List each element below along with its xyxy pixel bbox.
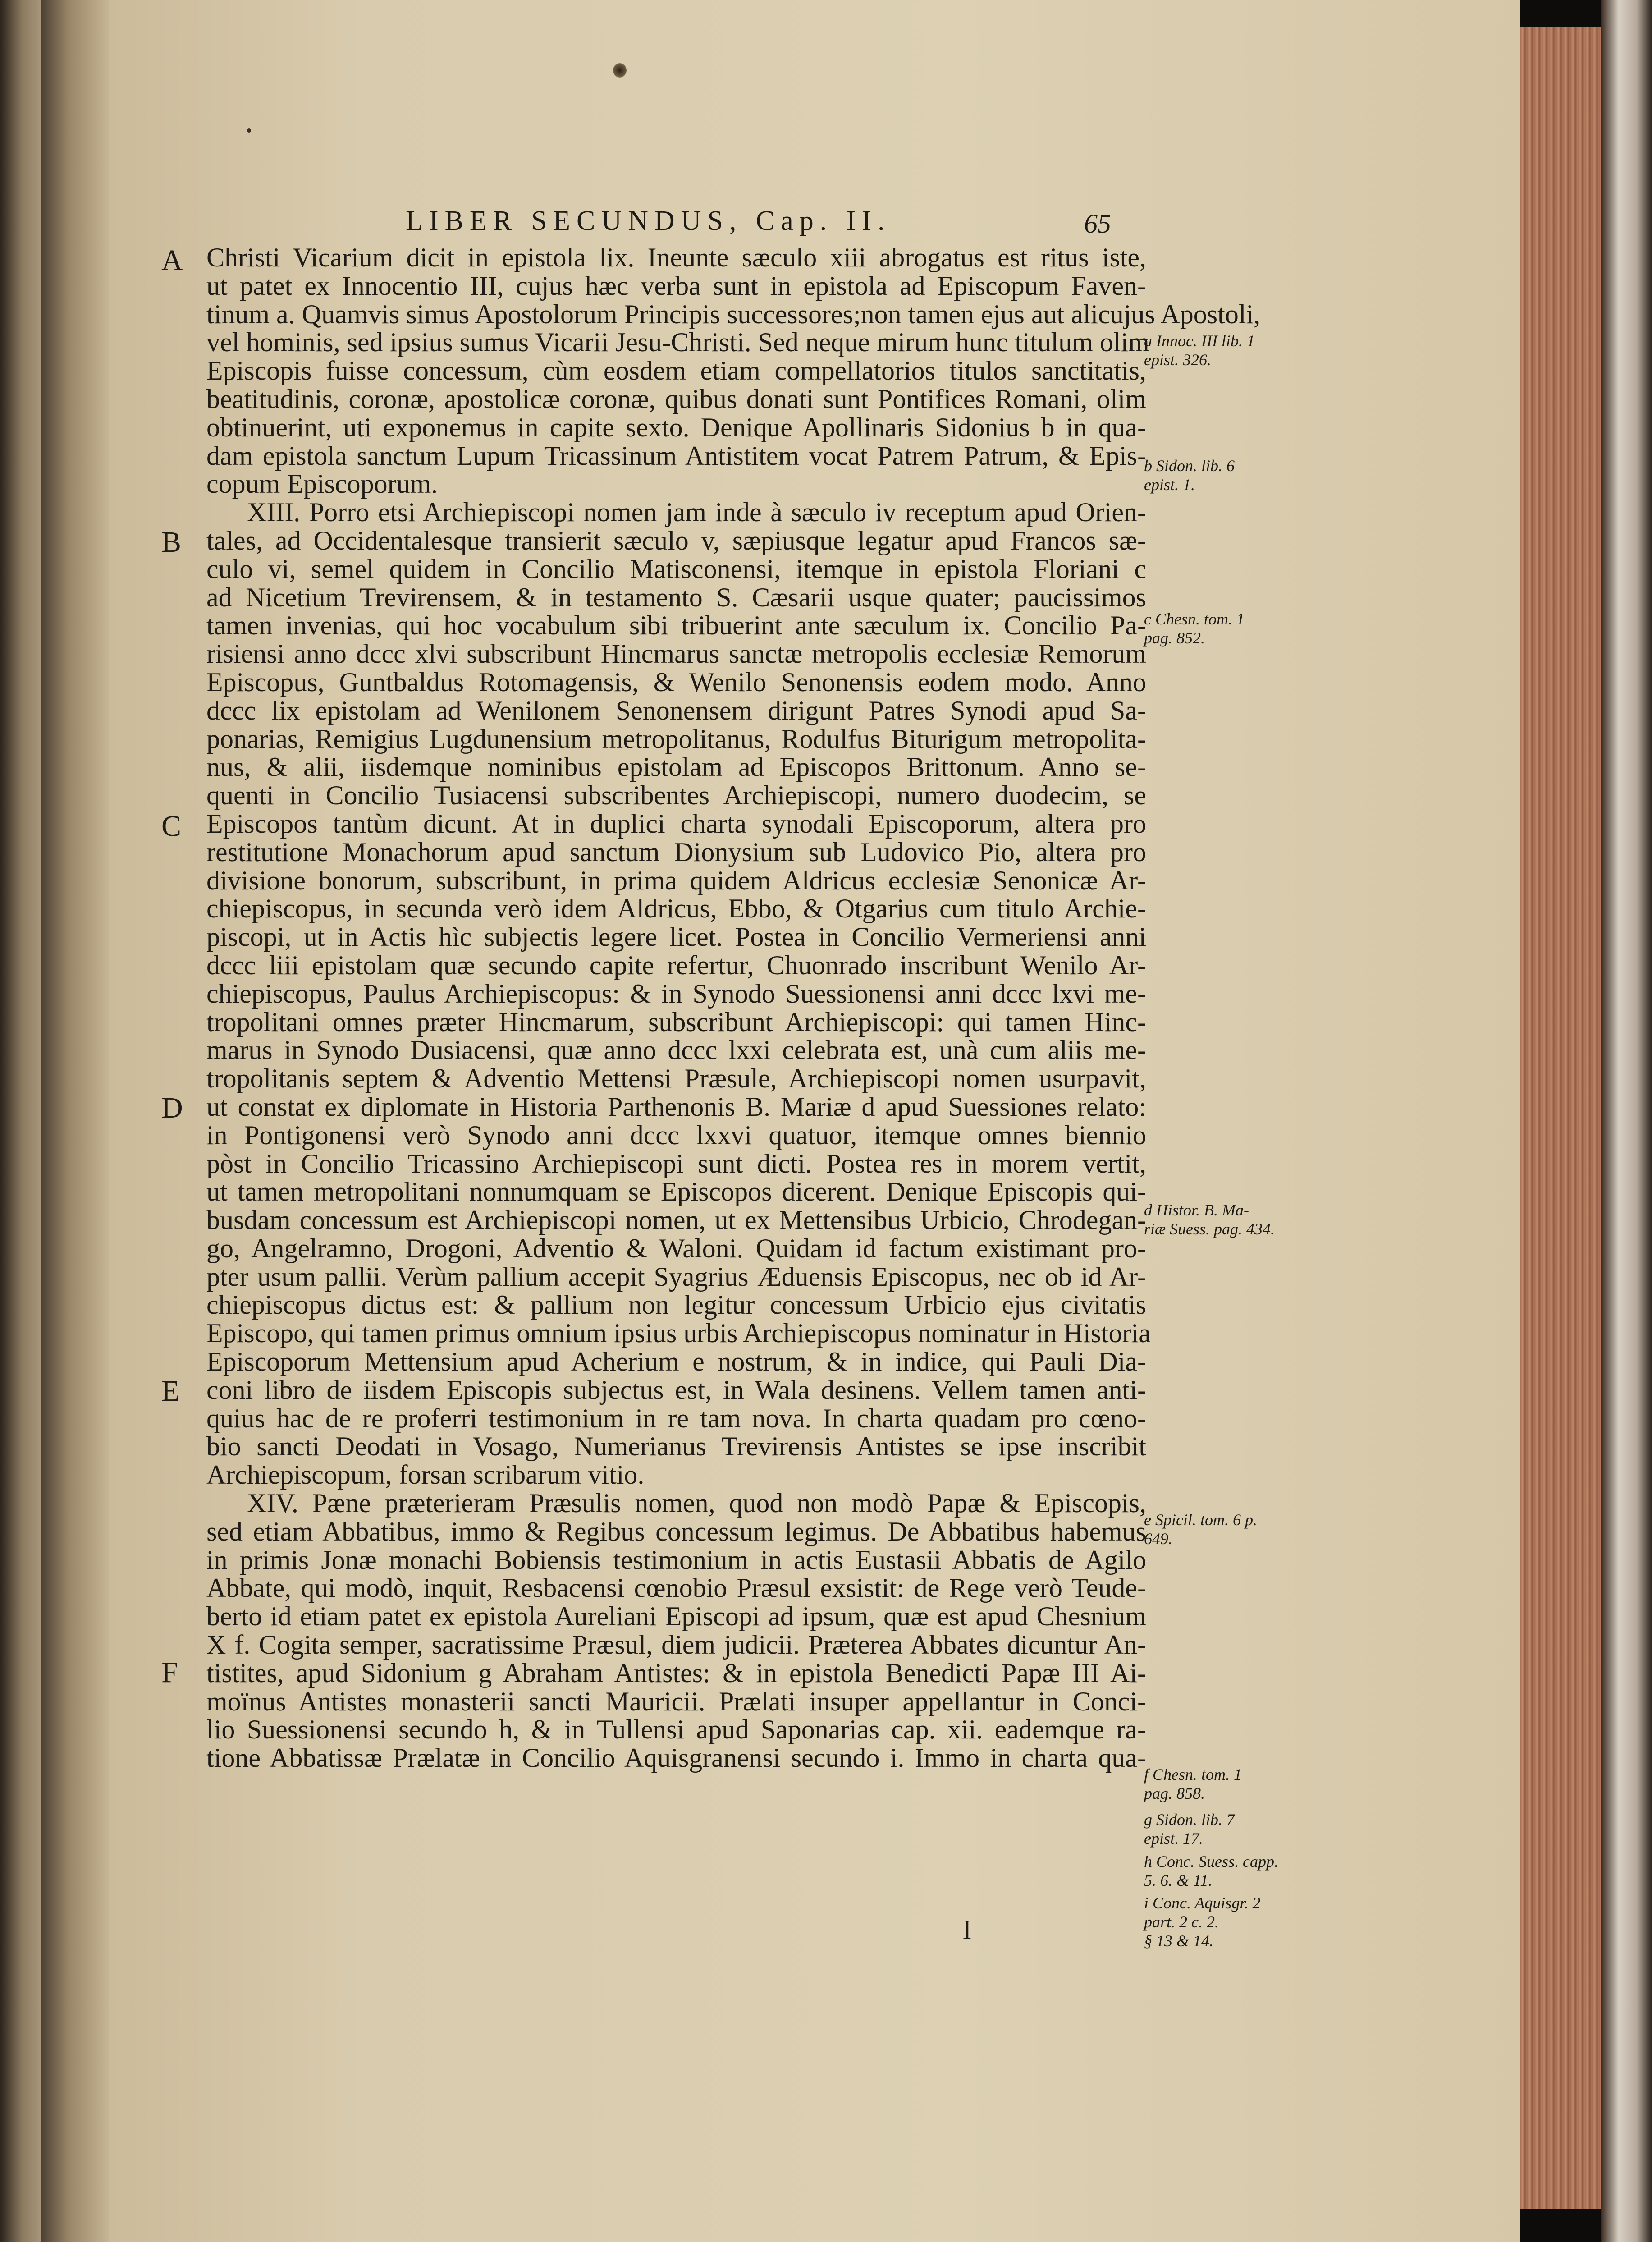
margin-note-g: g Sidon. lib. 7 epist. 17.: [1144, 1811, 1235, 1848]
facing-page-edge: [0, 0, 41, 2242]
text-line: XIV. Pæne præterieram Præsulis nomen, quod non modò Papæ & Episcopis,: [247, 1488, 1146, 1518]
text-line: quius hac de re proferri testimonium in re tam nova. In charta quadam pro cœno-: [206, 1403, 1146, 1433]
ink-dot: [247, 128, 251, 133]
margin-note-b: b Sidon. lib. 6 epist. 1.: [1144, 457, 1235, 494]
text-line: dccc lix epistolam ad Wenilonem Senonensem dirigunt Patres Synodi apud Sa-: [206, 695, 1146, 725]
book-gutter: [41, 0, 109, 2242]
text-line: ut patet ex Innocentio III, cujus hæc verba sunt in epistola ad Episcopum Faven-: [206, 271, 1146, 301]
text-line: go, Angelramno, Drogoni, Adventio & Waloni. Quidam id factum existimant pro-: [206, 1233, 1146, 1263]
section-letter-f: F: [161, 1656, 178, 1689]
text-line: Episcopos tantùm dicunt. At in duplici charta synodali Episcoporum, altera pro: [206, 808, 1146, 839]
text-line: tamen invenias, qui hoc vocabulum sibi tribuerint ante sæculum ix. Concilio Pa-: [206, 610, 1146, 641]
text-line: ut constat ex diplomate in Historia Parthenonis B. Mariæ d apud Suessiones relato:: [206, 1091, 1146, 1122]
margin-note-h: h Conc. Suess. capp. 5. 6. & 11.: [1144, 1852, 1278, 1889]
section-letter-b: B: [161, 526, 182, 559]
text-line: piscopi, ut in Actis hìc subjectis legere licet. Postea in Concilio Vermeriensi anni: [206, 922, 1146, 952]
text-line: culo vi, semel quidem in Concilio Matisconensi, itemque in epistola Floriani c: [206, 554, 1146, 584]
text-line: beatitudinis, coronæ, apostolicæ coronæ, quibus donati sunt Pontifices Romani, olim: [206, 384, 1146, 414]
margin-note-e: e Spicil. tom. 6 p. 649.: [1144, 1511, 1257, 1548]
text-line: Episcopo, qui tamen primus omnium ipsius urbis Archiepiscopus nominatur in Historia: [206, 1318, 1151, 1348]
text-line: Abbate, qui modò, inquit, Resbacensi cœnobio Præsul exsistit: de Rege verò Teude-: [206, 1573, 1146, 1603]
signature-mark: I: [962, 1915, 972, 1945]
text-line: pòst in Concilio Tricassino Archiepiscopi sunt dicti. Postea res in morem vertit,: [206, 1148, 1146, 1178]
ink-stain: [613, 63, 627, 78]
text-line: berto id etiam patet ex epistola Aureliani Episcopi ad ipsum, quæ est apud Chesnium: [206, 1601, 1146, 1632]
text-line: dam epistola sanctum Lupum Tricassinum Antistitem vocat Patrem Patrum, & Epis-: [206, 440, 1146, 471]
section-letter-a: A: [161, 244, 183, 277]
book-cover-edge: [1601, 0, 1652, 2242]
text-line: in primis Jonæ monachi Bobiensis testimonium in actis Eustasii Abbatis de Agilo: [206, 1545, 1146, 1575]
text-line: tione Abbatissæ Prælatæ in Concilio Aquisgranensi secundo i. Immo in charta qua-: [206, 1743, 1146, 1773]
margin-note-d: d Histor. B. Ma- riæ Suess. pag. 434.: [1144, 1201, 1275, 1238]
text-line: X f. Cogita semper, sacratissime Præsul, diem judicii. Præterea Abbates dicuntur An-: [206, 1630, 1146, 1660]
text-line: bio sancti Deodati in Vosago, Numerianus Trevirensis Antistes se ipse inscribit: [206, 1431, 1146, 1462]
text-line: quenti in Concilio Tusiacensi subscribentes Archiepiscopi, numero duodecim, se: [206, 780, 1146, 811]
text-line: tropolitani omnes præter Hincmarum, subscribunt Archiepiscopi: qui tamen Hinc-: [206, 1007, 1146, 1037]
text-line: dccc liii epistolam quæ secundo capite refertur, Chuonrado inscribunt Wenilo Ar-: [206, 950, 1146, 980]
text-line: nus, & alii, iisdemque nominibus epistolam ad Episcopos Brittonum. Anno se-: [206, 752, 1146, 782]
text-line: risiensi anno dccc xlvi subscribunt Hincmarus sanctæ metropolis ecclesiæ Remorum: [206, 639, 1146, 669]
text-line: vel hominis, sed ipsius sumus Vicarii Jesu-Christi. Sed neque mirum hunc titulum olim: [206, 327, 1149, 358]
text-line: ut tamen metropolitani nonnumquam se Episcopos dicerent. Denique Episcopis qui-: [206, 1177, 1146, 1207]
text-line: lio Suessionensi secundo h, & in Tullensi apud Saponarias cap. xii. eademque ra-: [206, 1715, 1146, 1745]
page-edges: [1520, 27, 1601, 2209]
margin-note-i: i Conc. Aquisgr. 2 part. 2 c. 2. § 13 & 14.: [1144, 1894, 1261, 1950]
text-line: sed etiam Abbatibus, immo & Regibus concessum legimus. De Abbatibus habemus: [206, 1516, 1146, 1546]
text-line: busdam concessum est Archiepiscopi nomen, ut ex Mettensibus Urbicio, Chrodegan-: [206, 1205, 1146, 1235]
text-line: chiepiscopus dictus est: & pallium non legitur concessum Urbicio ejus civitatis: [206, 1290, 1146, 1320]
text-line: chiepiscopus, in secunda verò idem Aldricus, Ebbo, & Otgarius cum titulo Archie-: [206, 894, 1146, 924]
text-line: XIII. Porro etsi Archiepiscopi nomen jam inde à sæculo iv receptum apud Orien-: [247, 497, 1146, 527]
text-line: Episcoporum Mettensium apud Acherium e nostrum, & in indice, qui Pauli Dia-: [206, 1347, 1146, 1377]
text-line: chiepiscopus, Paulus Archiepiscopus: & in Synodo Suessionensi anni dccc lxvi me-: [206, 978, 1146, 1009]
text-line: Episcopis fuisse concessum, cùm eosdem etiam compellatorios titulos sanctitatis,: [206, 356, 1146, 386]
text-line: in Pontigonensi verò Synodo anni dccc lxxvi quatuor, itemque omnes biennio: [206, 1120, 1146, 1150]
text-line: tinum a. Quamvis simus Apostolorum Principis successores;non tamen ejus aut alicujus Apostoli,: [206, 299, 1261, 329]
text-line: Episcopus, Guntbaldus Rotomagensis, & Wenilo Senonensis eodem modo. Anno: [206, 667, 1146, 697]
text-line: tistites, apud Sidonium g Abraham Antistes: & in epistola Benedicti Papæ III Ai-: [206, 1658, 1146, 1688]
text-line: ad Nicetium Trevirensem, & in testamento S. Cæsarii usque quater; paucissimos: [206, 582, 1146, 612]
text-line: copum Episcoporum.: [206, 469, 438, 499]
folio-number: 65: [1084, 209, 1111, 238]
text-line: coni libro de iisdem Episcopis subjectus est, in Wala desinens. Vellem tamen anti-: [206, 1375, 1146, 1405]
section-letter-c: C: [161, 810, 182, 843]
margin-note-f: f Chesn. tom. 1 pag. 858.: [1144, 1765, 1242, 1802]
section-letter-d: D: [161, 1091, 183, 1124]
margin-note-c: c Chesn. tom. 1 pag. 852.: [1144, 610, 1245, 647]
text-line: Christi Vicarium dicit in epistola lix. Ineunte sæculo xiii abrogatus est ritus iste,: [206, 243, 1146, 272]
running-head: LIBER SECUNDUS, Cap. II.: [406, 206, 891, 236]
margin-note-a: a Innoc. III lib. 1 epist. 326.: [1144, 332, 1255, 369]
text-line: divisione bonorum, subscribunt, in prima quidem Aldricus ecclesiæ Senonicæ Ar-: [206, 865, 1146, 895]
text-line: Archiepiscopum, forsan scribarum vitio.: [206, 1460, 645, 1490]
text-line: tales, ad Occidentalesque transierit sæculo v, sæpiusque legatur apud Francos sæ-: [206, 525, 1146, 555]
text-line: ponarias, Remigius Lugdunensium metropolitanus, Rodulfus Biturigum metropolita-: [206, 724, 1146, 754]
text-line: pter usum pallii. Verùm pallium accepit Syagrius Æduensis Episcopus, nec ob id Ar-: [206, 1261, 1146, 1292]
text-line: obtinuerint, uti exponemus in capite sexto. Denique Apollinaris Sidonius b in qua-: [206, 412, 1146, 442]
text-line: tropolitanis septem & Adventio Mettensi Præsule, Archiepiscopi nomen usurpavit,: [206, 1064, 1146, 1094]
text-line: moïnus Antistes monasterii sancti Mauricii. Prælati insuper appellantur in Conci-: [206, 1686, 1146, 1716]
section-letter-e: E: [161, 1375, 180, 1408]
text-line: marus in Synodo Dusiacensi, quæ anno dccc lxxi celebrata est, unà cum aliis me-: [206, 1035, 1146, 1065]
text-line: restitutione Monachorum apud sanctum Dionysium sub Ludovico Pio, altera pro: [206, 837, 1146, 867]
